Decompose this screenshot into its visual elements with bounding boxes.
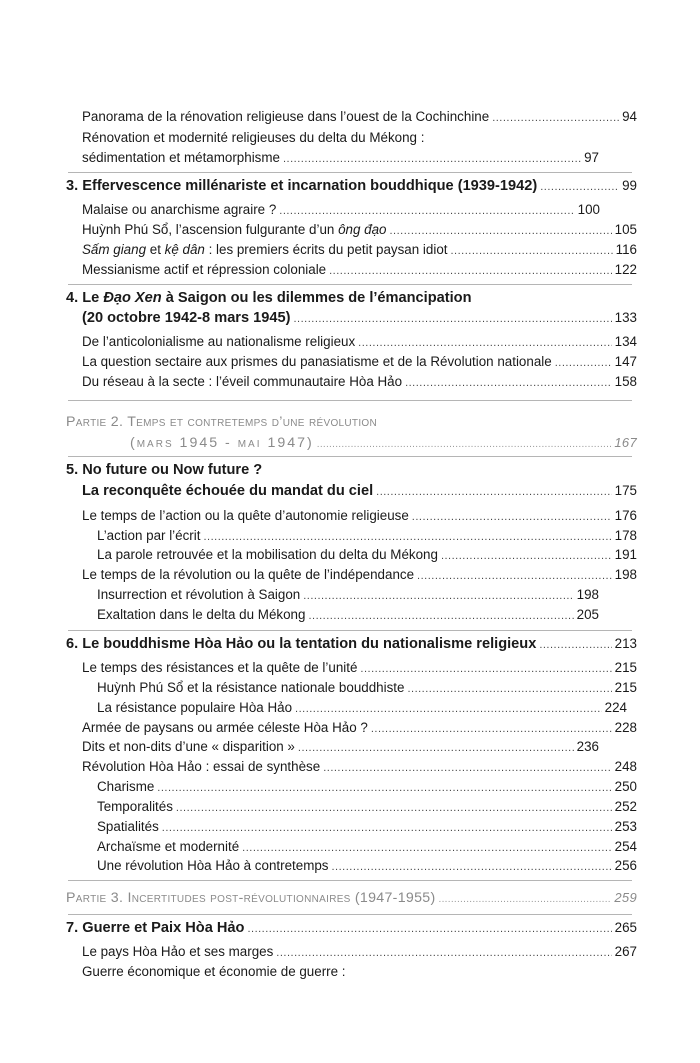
leader-dots <box>412 508 612 526</box>
toc-entry[interactable] <box>82 659 637 678</box>
leader-dots <box>451 242 613 260</box>
section-divider <box>68 914 632 915</box>
page-number: 133 <box>614 310 637 325</box>
section-divider <box>68 456 632 457</box>
leader-dots <box>242 839 612 857</box>
toc-subentry[interactable] <box>97 798 637 817</box>
page-number: 265 <box>614 920 637 935</box>
entry-title: Panorama de la rénovation religieuse dans l’ouest de la Cochinchine <box>82 109 490 124</box>
entry-title: La résistance populaire Hòa Hảo <box>97 700 293 715</box>
leader-dots <box>540 178 619 196</box>
entry-title: Messianisme actif et répression coloniale <box>82 262 327 277</box>
page-number: 97 <box>584 150 599 165</box>
leader-dots <box>279 202 574 220</box>
section-divider <box>68 630 632 631</box>
part-title: Partie 3. Incertitudes post-révolutionnaires (1947-1955) <box>66 890 436 906</box>
chapter-title: 3. Effervescence millénariste et incarnation bouddhique (1939-1942) <box>66 178 538 194</box>
leader-dots <box>203 528 611 546</box>
page-number: 147 <box>614 354 637 369</box>
toc-entry[interactable] <box>82 333 637 352</box>
entry-title: Guerre économique et économie de guerre : <box>82 964 346 979</box>
toc-entry[interactable] <box>82 149 599 168</box>
entry-title: Le temps de l’action ou la quête d’autonomie religieuse <box>82 508 409 523</box>
page-number: 228 <box>614 720 637 735</box>
leader-dots <box>323 759 611 777</box>
toc-entry[interactable] <box>82 758 637 777</box>
chapter-title: 6. Le bouddhisme Hòa Hảo ou la tentation du nationalisme religieux <box>66 636 537 652</box>
page-number: 236 <box>576 739 599 754</box>
leader-dots <box>441 547 612 565</box>
entry-title: Dits et non-dits d’une « disparition » <box>82 739 295 754</box>
leader-dots <box>439 891 612 909</box>
page-number: 105 <box>614 222 637 237</box>
toc-entry[interactable] <box>82 201 600 220</box>
section-divider <box>68 400 632 401</box>
page-number: 256 <box>614 858 637 873</box>
entry-title: La question sectaire aux prismes du panasiatisme et de la Révolution nationale <box>82 354 552 369</box>
leader-dots <box>162 819 612 837</box>
toc-entry[interactable] <box>82 108 637 127</box>
chapter-title: (20 octobre 1942-8 mars 1945) <box>82 310 291 326</box>
page-number: 178 <box>614 528 637 543</box>
page-number: 215 <box>614 660 637 675</box>
page-number: 198 <box>614 567 637 582</box>
chapter-title: 7. Guerre et Paix Hòa Hảo <box>66 920 245 936</box>
page-number: 100 <box>577 202 600 217</box>
part-dates: (mars 1945 - mai 1947) <box>130 435 314 451</box>
leader-dots <box>417 567 612 585</box>
entry-title: sédimentation et métamorphisme <box>82 150 280 165</box>
entry-title: Malaise ou anarchisme agraire ? <box>82 202 277 217</box>
leader-dots <box>329 262 612 280</box>
section-divider <box>68 880 632 881</box>
page-number: 254 <box>614 839 637 854</box>
entry-title: Le pays Hòa Hảo et ses marges <box>82 944 274 959</box>
section-divider <box>68 172 632 173</box>
entry-title: Huỳnh Phú Sổ et la résistance nationale bouddhiste <box>97 680 405 695</box>
leader-dots <box>405 374 612 392</box>
page-number: 259 <box>614 890 637 905</box>
entry-title: Charisme <box>97 779 155 794</box>
toc-entry[interactable] <box>82 943 637 962</box>
toc-subentry[interactable] <box>97 679 637 698</box>
leader-dots <box>293 310 611 328</box>
page-number: 267 <box>614 944 637 959</box>
part-title: Partie 2. Temps et contretemps d’une révolution <box>66 414 378 430</box>
entry-title: Archaïsme et modernité <box>97 839 240 854</box>
toc-subentry[interactable] <box>97 838 637 857</box>
entry-title: De l’anticolonialisme au nationalisme religieux <box>82 334 356 349</box>
chapter-heading[interactable] <box>66 177 637 196</box>
toc-subentry[interactable] <box>97 606 599 625</box>
entry-title: Huỳnh Phú Sổ, l’ascension fulgurante d’un ông đạo <box>82 222 387 237</box>
chapter-title: La reconquête échouée du mandat du ciel <box>82 483 374 499</box>
leader-dots <box>157 779 611 797</box>
leader-dots <box>360 660 611 678</box>
chapter-title: 5. No future ou Now future ? <box>66 462 263 478</box>
toc-subentry[interactable] <box>97 527 637 546</box>
toc-entry[interactable] <box>82 261 637 280</box>
entry-title: Le temps de la révolution ou la quête de l’indépendance <box>82 567 415 582</box>
leader-dots <box>298 739 574 757</box>
leader-dots <box>317 436 612 454</box>
page-number: 99 <box>622 178 637 193</box>
entry-title: Sấm giang et kệ dân : les premiers écrits du petit paysan idiot <box>82 242 448 257</box>
toc-entry[interactable] <box>82 241 637 260</box>
leader-dots <box>539 636 611 654</box>
leader-dots <box>247 920 611 938</box>
page-number: 175 <box>614 483 637 498</box>
section-divider <box>68 284 632 285</box>
leader-dots <box>303 587 573 605</box>
leader-dots <box>358 334 611 352</box>
entry-title: Révolution Hòa Hảo : essai de synthèse <box>82 759 321 774</box>
toc-subentry[interactable] <box>97 586 599 605</box>
page-number: 158 <box>614 374 637 389</box>
leader-dots <box>555 354 612 372</box>
entry-title: Armée de paysans ou armée céleste Hòa Hảo ? <box>82 720 368 735</box>
page-number: 94 <box>622 109 637 124</box>
toc-entry[interactable] <box>82 738 599 757</box>
leader-dots <box>492 109 619 127</box>
toc-entry[interactable] <box>82 963 637 981</box>
chapter-heading[interactable] <box>66 635 637 654</box>
page-number: 253 <box>614 819 637 834</box>
leader-dots <box>389 222 611 240</box>
toc-subentry[interactable] <box>97 546 637 565</box>
leader-dots <box>407 680 611 698</box>
entry-title: Une révolution Hòa Hảo à contretemps <box>97 858 329 873</box>
toc-entry[interactable] <box>82 221 637 240</box>
page-number: 224 <box>604 700 627 715</box>
page-number: 116 <box>615 242 637 257</box>
page-number: 250 <box>614 779 637 794</box>
toc-entry[interactable] <box>82 129 637 147</box>
chapter-heading[interactable] <box>66 289 637 307</box>
page-number: 167 <box>614 435 637 450</box>
page-number: 205 <box>576 607 599 622</box>
toc-subentry[interactable] <box>97 699 627 718</box>
toc-entry[interactable] <box>82 566 637 585</box>
toc-entry[interactable] <box>82 353 637 372</box>
chapter-title: 4. Le Đạo Xen à Saigon ou les dilemmes de l’émancipation <box>66 290 472 306</box>
leader-dots <box>376 483 612 501</box>
page-number: 198 <box>576 587 599 602</box>
entry-title: L’action par l’écrit <box>97 528 201 543</box>
entry-title: Spatialités <box>97 819 159 834</box>
part-heading[interactable] <box>66 413 637 454</box>
leader-dots <box>371 720 612 738</box>
chapter-heading-cont[interactable] <box>82 309 637 328</box>
entry-title: La parole retrouvée et la mobilisation du delta du Mékong <box>97 547 438 562</box>
page-number: 122 <box>614 262 637 277</box>
leader-dots <box>283 150 581 168</box>
entry-title: Exaltation dans le delta du Mékong <box>97 607 306 622</box>
toc-entry[interactable] <box>82 507 637 526</box>
entry-title: Le temps des résistances et la quête de l’unité <box>82 660 358 675</box>
page-number: 176 <box>614 508 637 523</box>
page-number: 215 <box>614 680 637 695</box>
chapter-heading-cont[interactable] <box>82 482 637 501</box>
part-heading[interactable] <box>66 889 637 909</box>
page-number: 252 <box>614 799 637 814</box>
toc-entry[interactable] <box>82 373 637 392</box>
entry-title: Du réseau à la secte : l’éveil communautaire Hòa Hảo <box>82 374 403 389</box>
toc-subentry[interactable] <box>97 778 637 797</box>
entry-title: Insurrection et révolution à Saigon <box>97 587 301 602</box>
toc-entry[interactable] <box>82 719 637 738</box>
chapter-heading[interactable] <box>66 461 637 479</box>
leader-dots <box>295 700 602 718</box>
page-number: 191 <box>614 547 637 562</box>
leader-dots <box>332 858 612 876</box>
page-number: 134 <box>614 334 637 349</box>
page-number: 213 <box>614 636 637 651</box>
toc-subentry[interactable] <box>97 818 637 837</box>
leader-dots <box>176 799 612 817</box>
page-number: 248 <box>614 759 637 774</box>
entry-title: Rénovation et modernité religieuses du delta du Mékong : <box>82 130 425 145</box>
chapter-heading[interactable] <box>66 919 637 938</box>
leader-dots <box>308 607 573 625</box>
toc-subentry[interactable] <box>97 857 637 876</box>
entry-title: Temporalités <box>97 799 173 814</box>
leader-dots <box>276 944 611 962</box>
